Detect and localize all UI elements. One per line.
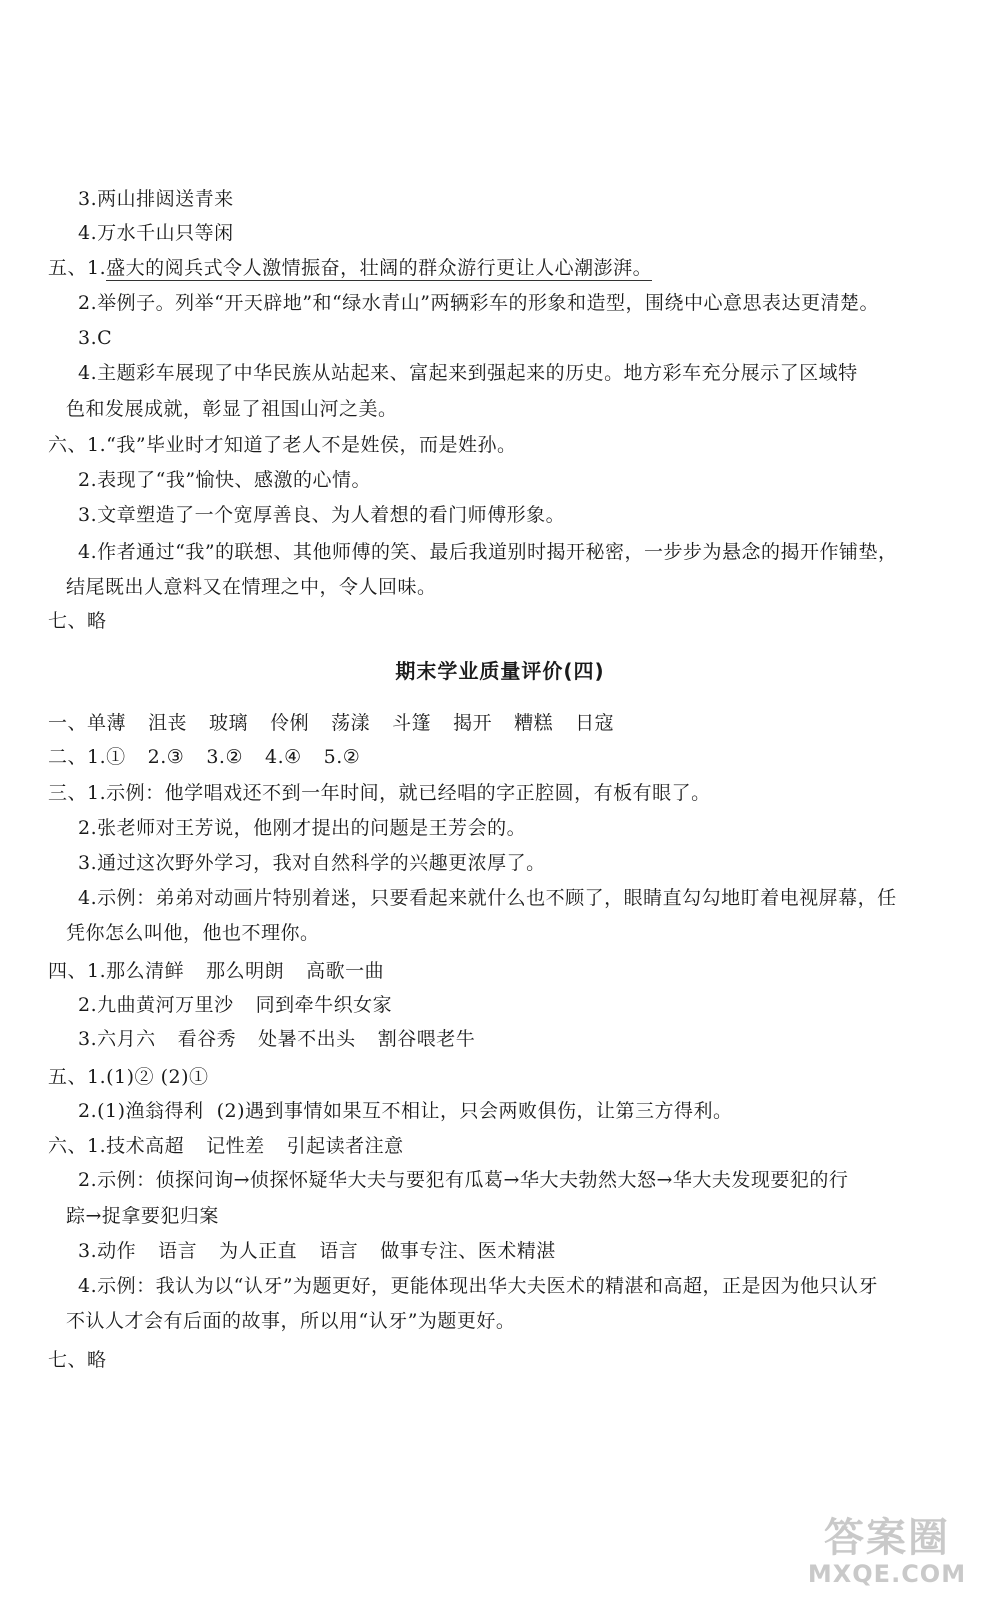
answer-word: 日寇 — [575, 712, 615, 734]
answer-word: 为人正直 — [219, 1240, 298, 1262]
answer-word: 糟糕 — [514, 712, 554, 734]
answer-word: 记性差 — [206, 1135, 265, 1157]
answer-line — [48, 742, 360, 772]
answer-line: 2.(1)渔翁得利 (2)遇到事情如果互不相让，只会两败俱伤，让第三方得利。 — [78, 1100, 733, 1122]
answer-line: 3.通过这次野外学习，我对自然科学的兴趣更浓厚了。 — [78, 852, 546, 874]
answer-item: 3.② — [206, 746, 243, 768]
answer-line: 4.万水千山只等闲 — [78, 222, 234, 244]
answer-word: 技术高超 — [106, 1135, 185, 1157]
answer-word: 荡漾 — [331, 712, 371, 734]
answer-line: 4.作者通过“我”的联想、其他师傅的笑、最后我道别时揭开秘密，一步步为悬念的揭开作铺垫， — [78, 541, 898, 563]
answer-line: 2.举例子。列举“开天辟地”和“绿水青山”两辆彩车的形象和造型，围绕中心意思表达更清楚。 — [78, 292, 879, 314]
answer-line: 2.张老师对王芳说，他刚才提出的问题是王芳会的。 — [78, 817, 527, 839]
question-prefix: 3. — [78, 1240, 98, 1262]
question-prefix: 一、 — [48, 712, 88, 734]
answer-line: 六、1.“我”毕业时才知道了老人不是姓侯，而是姓孙。 — [48, 434, 517, 456]
answer-line: 色和发展成就，彰显了祖国山河之美。 — [66, 398, 398, 420]
answer-line — [78, 1236, 556, 1266]
underlined-answer: 盛大的阅兵式令人激情振奋，壮阔的群众游行更让人心潮澎湃。 — [106, 257, 653, 279]
answer-word: 同到牵牛织女家 — [255, 994, 393, 1016]
watermark-site: MXQE.COM — [807, 1560, 967, 1588]
answer-word: 高歌一曲 — [306, 960, 385, 982]
answer-word: 处暑不出头 — [258, 1028, 356, 1050]
answer-item: 2.③ — [147, 746, 185, 768]
question-prefix: 五、1. — [48, 257, 107, 279]
answer-line: 七、略 — [48, 1349, 107, 1371]
answer-item: 1.① — [87, 746, 126, 768]
answer-word: 割谷喂老牛 — [377, 1028, 476, 1050]
answer-line: 3.文章塑造了一个宽厚善良、为人着想的看门师傅形象。 — [78, 504, 566, 526]
answer-word: 那么明朗 — [206, 960, 285, 982]
answer-line — [48, 708, 614, 738]
answer-item: 4.④ — [265, 746, 302, 768]
answer-line: 七、略 — [48, 610, 107, 632]
answer-line: 3.两山排闼送青来 — [78, 188, 234, 210]
answer-word: 斗篷 — [392, 712, 432, 734]
section-title: 期末学业质量评价(四) — [395, 659, 605, 683]
answer-line: 2.示例：侦探问询→侦探怀疑华大夫与要犯有瓜葛→华大夫勃然大怒→华大夫发现要犯的行 — [78, 1169, 849, 1191]
answer-line: 凭你怎么叫他，他也不理你。 — [66, 922, 320, 944]
answer-word: 动作 — [97, 1240, 137, 1262]
answer-word: 语言 — [319, 1240, 359, 1262]
answer-line: 三、1.示例：他学唱戏还不到一年时间，就已经唱的字正腔圆，有板有眼了。 — [48, 782, 711, 804]
question-prefix: 二、 — [48, 746, 88, 768]
answer-line — [48, 1131, 404, 1161]
answer-word: 引起读者注意 — [286, 1135, 404, 1157]
answer-word: 看谷秀 — [177, 1028, 237, 1050]
answer-item: 5.② — [323, 746, 361, 768]
answer-word: 语言 — [158, 1240, 198, 1262]
answer-word: 单薄 — [87, 712, 127, 734]
answer-line: 4.示例：弟弟对动画片特别着迷，只要看起来就什么也不顾了，眼睛直勾勾地盯着电视屏幕，任 — [78, 887, 897, 909]
answer-line — [48, 253, 652, 283]
watermark-logo: 答案圈 — [824, 1515, 950, 1561]
answer-word: 做事专注、医术精湛 — [380, 1240, 556, 1262]
answer-word: 六月六 — [97, 1028, 156, 1050]
answer-line: 2.表现了“我”愉快、感激的心情。 — [78, 469, 372, 491]
answer-word: 那么清鲜 — [106, 960, 185, 982]
question-prefix: 2. — [78, 994, 98, 1016]
answer-word: 玻璃 — [209, 712, 249, 734]
answer-line: 4.示例：我认为以“认牙”为题更好，更能体现出华大夫医术的精湛和高超，正是因为他只认牙 — [78, 1275, 879, 1297]
answer-word: 揭开 — [453, 712, 493, 734]
answer-line — [48, 956, 384, 986]
answer-line — [78, 990, 392, 1020]
answer-line: 踪→捉拿要犯归案 — [66, 1205, 219, 1227]
question-prefix: 四、1. — [48, 960, 107, 982]
answer-word: 九曲黄河万里沙 — [97, 994, 234, 1016]
answer-line: 不认人才会有后面的故事，所以用“认牙”为题更好。 — [66, 1310, 516, 1332]
answer-line — [78, 1024, 475, 1054]
answer-word: 伶俐 — [270, 712, 310, 734]
answer-line: 五、1.(1)② (2)① — [48, 1066, 209, 1088]
question-prefix: 3. — [78, 1028, 98, 1050]
question-prefix: 六、1. — [48, 1135, 107, 1157]
answer-line: 3.C — [78, 327, 113, 349]
answer-line: 结尾既出人意料又在情理之中，令人回味。 — [66, 576, 437, 598]
answer-word: 沮丧 — [148, 712, 188, 734]
watermark — [802, 1516, 972, 1588]
answer-line: 4.主题彩车展现了中华民族从站起来、富起来到强起来的历史。地方彩车充分展示了区域特 — [78, 362, 858, 384]
